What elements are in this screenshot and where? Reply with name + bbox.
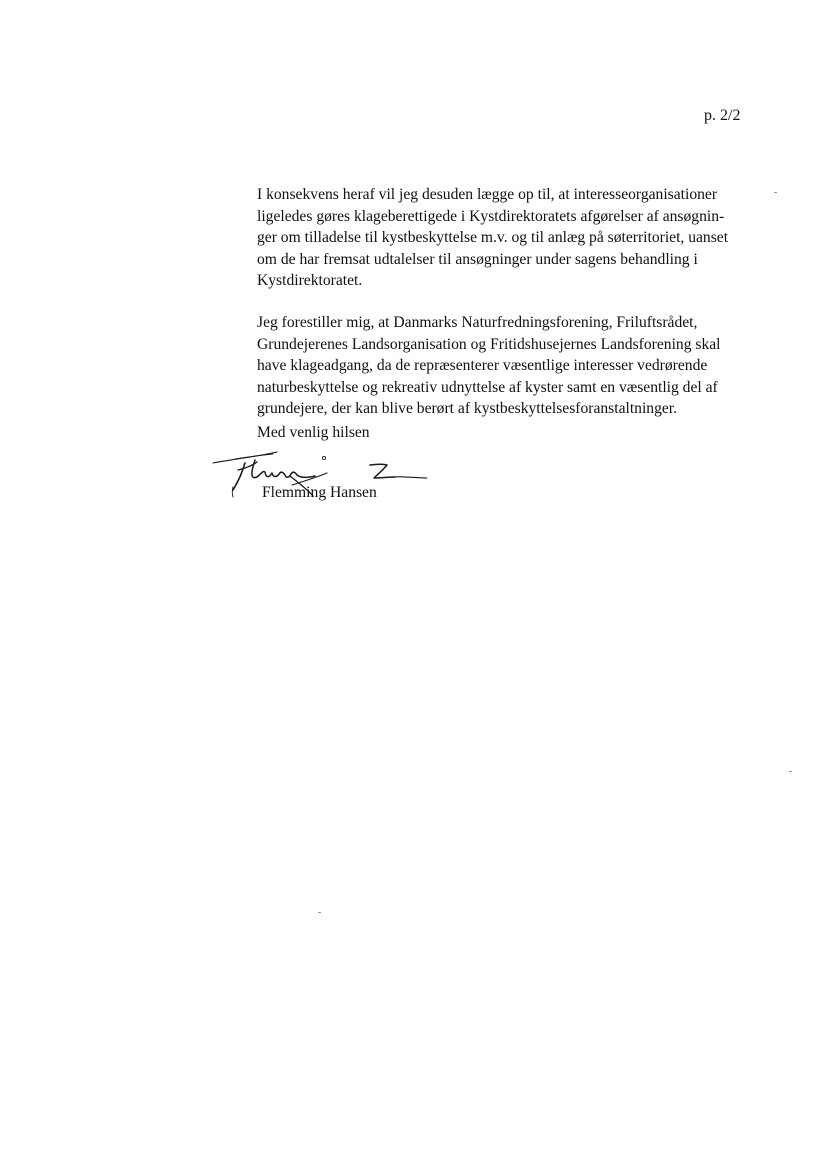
text-line: ger om tilladelse til kystbeskyttelse m.v. og til anlæg på søterritoriet, uanset	[257, 229, 729, 247]
text-line: ligeledes gøres klageberettigede i Kystdirektoratets afgørelser af ansøgnin-	[257, 207, 725, 225]
scan-artifact	[774, 192, 777, 193]
text-line: naturbeskyttelse og rekreativ udnyttelse af kyster samt en væsentlig del af	[257, 378, 718, 396]
page-number: p. 2/2	[704, 107, 741, 124]
paragraph-consequence	[257, 184, 757, 292]
text-line: I konsekvens heraf vil jeg desuden lægge op til, at interesseorganisationer	[257, 186, 718, 203]
text-line: Grundejerenes Landsorganisation og Fritidshusejernes Landsforening skal	[257, 335, 721, 353]
letter-body	[257, 184, 757, 420]
text-line: grundejere, der kan blive berørt af kystbeskyttelsesforanstaltninger.	[257, 400, 678, 418]
salutation: Med venlig hilsen	[257, 424, 370, 441]
text-line: Kystdirektoratet.	[257, 272, 363, 290]
signer-name: Flemming Hansen	[262, 484, 377, 501]
paragraph-organisations	[257, 312, 757, 420]
scan-artifact	[318, 912, 321, 913]
scan-artifact	[789, 771, 792, 772]
text-line: have klageadgang, da de repræsenterer væsentlige interesser vedrørende	[257, 357, 708, 375]
text-line: Jeg forestiller mig, at Danmarks Naturfredningsforening, Friluftsrådet,	[257, 313, 698, 331]
text-line: om de har fremsat udtalelser til ansøgninger under sagens behandling i	[257, 250, 698, 268]
